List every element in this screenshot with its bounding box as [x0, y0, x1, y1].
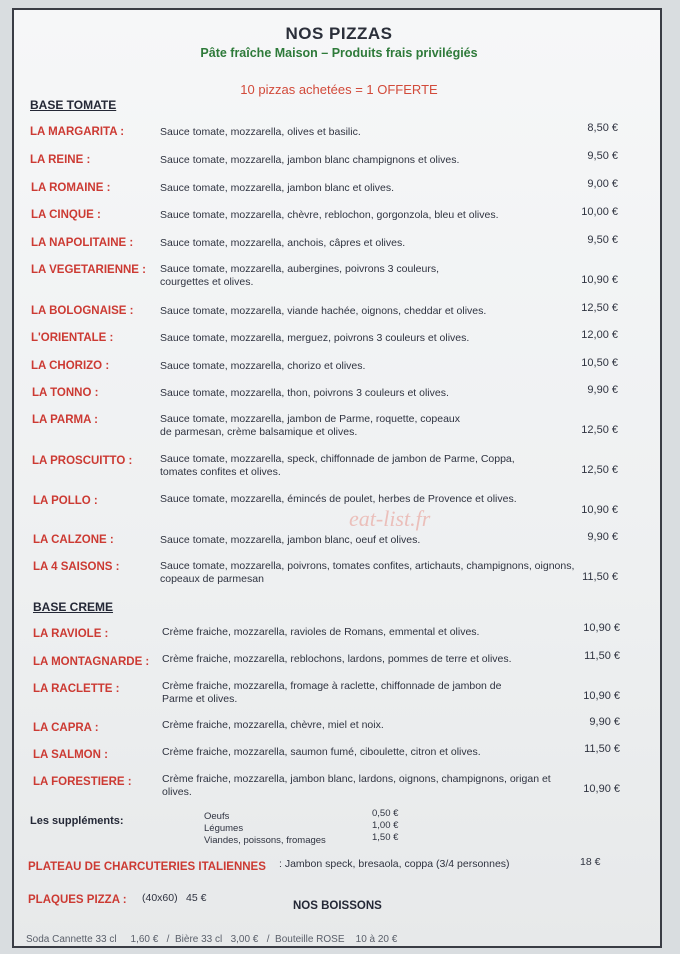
pizza-price: 12,00 €	[581, 329, 618, 341]
pizza-name: LA PARMA :	[32, 414, 99, 426]
pizza-name: LA CAPRA :	[33, 722, 99, 734]
pizza-name: LA CHORIZO :	[31, 360, 110, 372]
plateau-name: PLATEAU DE CHARCUTERIES ITALIENNES	[28, 861, 266, 873]
pizza-name: LA VEGETARIENNE :	[31, 264, 147, 276]
pizza-name: LA POLLO :	[33, 495, 98, 507]
pizza-description: Sauce tomate, mozzarella, aubergines, poivrons 3 couleurs, courgettes et olives.	[160, 263, 439, 288]
pizza-price: 11,50 €	[584, 650, 620, 662]
pizza-description: Sauce tomate, mozzarella, chorizo et olives.	[160, 360, 366, 372]
pizza-name: LA ROMAINE :	[31, 182, 111, 194]
pizza-price: 9,00 €	[587, 178, 618, 190]
supplement-price: 1,50 €	[372, 832, 399, 843]
pizza-description: Sauce tomate, mozzarella, émincés de poulet, herbes de Provence et olives.	[160, 493, 517, 505]
plaques-size: (40x60)	[142, 892, 178, 904]
pizza-description: Sauce tomate, mozzarella, merguez, poivrons 3 couleurs et olives.	[160, 332, 470, 344]
pizza-description: Sauce tomate, mozzarella, jambon blanc et olives.	[160, 182, 395, 194]
pizza-name: LA FORESTIERE :	[33, 776, 132, 788]
pizza-price: 10,90 €	[581, 504, 618, 516]
pizza-price: 12,50 €	[581, 464, 618, 476]
pizza-price: 9,50 €	[587, 150, 618, 162]
plaques-price: 45 €	[186, 892, 207, 904]
drinks-title: NOS BOISSONS	[293, 900, 382, 912]
watermark: eat-list.fr	[349, 506, 431, 531]
pizza-price: 12,50 €	[581, 302, 618, 314]
pizza-description: Crème fraiche, mozzarella, fromage à raclette, chiffonnade de jambon de Parme et olives.	[162, 680, 502, 705]
loyalty-offer: 10 pizzas achetées = 1 OFFERTE	[240, 82, 438, 97]
pizza-name: LA BOLOGNAISE :	[31, 305, 134, 317]
pizza-description: Crème fraiche, mozzarella, ravioles de Romans, emmental et olives.	[162, 626, 480, 638]
pizza-price: 10,50 €	[581, 357, 618, 369]
pizza-price: 9,90 €	[589, 716, 620, 728]
pizza-description: Sauce tomate, mozzarella, poivrons, tomates confites, artichauts, champignons, oignons, copeaux de parmesan	[160, 560, 575, 585]
menu-title: NOS PIZZAS	[285, 24, 393, 43]
pizza-description: Sauce tomate, mozzarella, thon, poivrons 3 couleurs et olives.	[160, 387, 449, 399]
plaques-name: PLAQUES PIZZA :	[28, 894, 127, 906]
pizza-price: 10,90 €	[583, 622, 620, 634]
supplement-item: Oeufs	[204, 811, 230, 822]
pizza-name: LA REINE :	[30, 154, 91, 166]
pizza-description: Sauce tomate, mozzarella, olives et basilic.	[160, 126, 361, 138]
pizza-name: LA SALMON :	[33, 749, 108, 761]
section-heading-base-creme: BASE CREME	[33, 600, 114, 614]
pizza-description: Sauce tomate, mozzarella, jambon blanc champignons et olives.	[160, 154, 460, 166]
pizza-price: 10,90 €	[583, 783, 620, 795]
pizza-name: LA RAVIOLE :	[33, 628, 109, 640]
pizza-name: LA CINQUE :	[31, 209, 101, 221]
drinks-line: Soda Cannette 33 cl 1,60 € / Bière 33 cl 3,00 € / Bouteille ROSE 10 à 20 €	[26, 934, 398, 945]
pizza-description: Sauce tomate, mozzarella, viande hachée, oignons, cheddar et olives.	[160, 305, 487, 317]
plateau-description: : Jambon speck, bresaola, coppa (3/4 personnes)	[279, 858, 510, 870]
pizza-name: LA PROSCUITTO :	[32, 455, 133, 467]
pizza-price: 9,90 €	[587, 384, 618, 396]
section-heading-base-tomate: BASE TOMATE	[30, 98, 117, 112]
pizza-description: Crème fraiche, mozzarella, chèvre, miel et noix.	[162, 719, 384, 731]
pizza-price: 10,00 €	[581, 206, 618, 218]
pizza-name: LA RACLETTE :	[33, 683, 120, 695]
pizza-name: LA 4 SAISONS :	[33, 561, 120, 573]
supplement-item: Légumes	[204, 823, 244, 834]
pizza-name: LA MONTAGNARDE :	[33, 656, 150, 668]
pizza-name: LA NAPOLITAINE :	[31, 237, 134, 249]
pizza-price: 9,50 €	[587, 234, 618, 246]
pizza-name: LA MARGARITA :	[30, 126, 125, 138]
menu-subtitle: Pâte fraîche Maison – Produits frais privilégiés	[200, 46, 478, 60]
pizza-description: Sauce tomate, mozzarella, chèvre, reblochon, gorgonzola, bleu et olives.	[160, 209, 499, 221]
supplement-item: Viandes, poissons, fromages	[204, 835, 326, 846]
supplement-price: 1,00 €	[372, 820, 399, 831]
supplement-price: 0,50 €	[372, 808, 399, 819]
pizza-price: 11,50 €	[582, 571, 618, 583]
pizza-description: Crème fraiche, mozzarella, reblochons, lardons, pommes de terre et olives.	[162, 653, 512, 665]
pizza-description: Crème fraiche, mozzarella, jambon blanc, lardons, oignons, champignons, origan et olives.	[162, 773, 551, 798]
plateau-price: 18 €	[580, 856, 601, 868]
pizza-price: 10,90 €	[583, 690, 620, 702]
pizza-price: 8,50 €	[587, 122, 618, 134]
pizza-description: Sauce tomate, mozzarella, jambon de Parme, roquette, copeaux de parmesan, crème balsamique et olives.	[160, 413, 460, 438]
pizza-description: Sauce tomate, mozzarella, jambon blanc, oeuf et olives.	[160, 534, 421, 546]
pizza-name: L'ORIENTALE :	[31, 332, 114, 344]
pizza-description: Sauce tomate, mozzarella, anchois, câpres et olives.	[160, 237, 406, 249]
pizza-description: Sauce tomate, mozzarella, speck, chiffonnade de jambon de Parme, Coppa, tomates confites et olives.	[160, 453, 515, 478]
menu-sheet	[12, 8, 662, 948]
pizza-price: 9,90 €	[587, 531, 618, 543]
pizza-description: Crème fraiche, mozzarella, saumon fumé, ciboulette, citron et olives.	[162, 746, 481, 758]
pizza-price: 10,90 €	[581, 274, 618, 286]
pizza-name: LA TONNO :	[32, 387, 99, 399]
pizza-price: 11,50 €	[584, 743, 620, 755]
pizza-price: 12,50 €	[581, 424, 618, 436]
supplements-label: Les suppléments:	[30, 815, 124, 827]
pizza-name: LA CALZONE :	[33, 534, 114, 546]
